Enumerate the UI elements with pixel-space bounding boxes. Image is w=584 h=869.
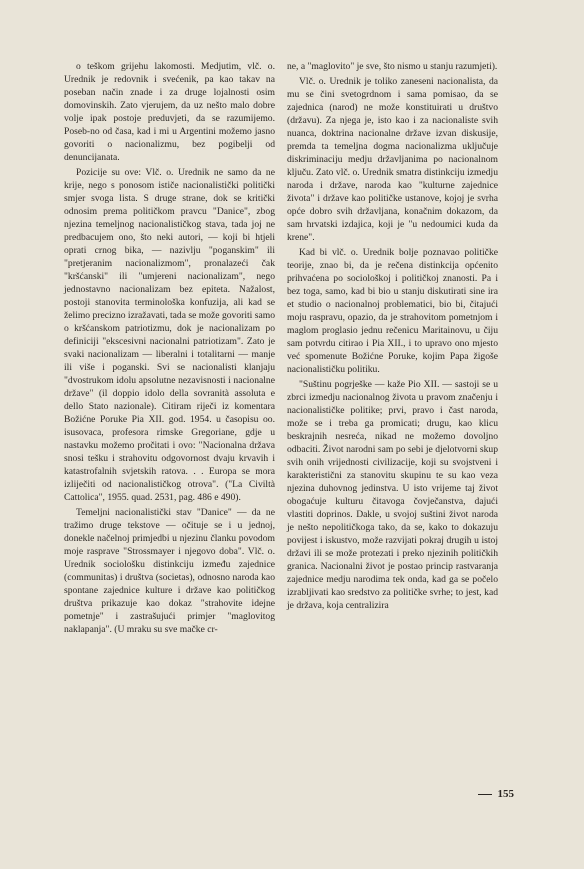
page-number (478, 788, 515, 800)
page-number-text: 155 (497, 788, 514, 800)
paragraph: "Suštinu pogrješke — kaže Pio XII. — sastoji se u zbrci izmedju nacionalnog života u pravom značenju i nacionalističke politike; prvi, pravo i čast naroda, može se i treba ga promicati; drugu, kao klicu beskrajnih nesreća, nikad ne možemo dovoljno odbaciti. Život narodni sam po sebi je djelotvorni skup svih onih vrijednosti civilizacije, koji su svojstveni i karakteristični za stanovitu skupinu te su kao veza njezina duhovnog jedinstva. U isto vrijeme taj život obogaćuje kulturu čitavoga čovječanstva, dajući vlastiti doprinos. Dakle, u svojoj suštini život naroda je nešto nepolitičkoga tako, da se, kako to dokazuju povijest i iskustvo, može razvijati pokraj drugih u istoj državi ili se može protezati i preko njezinih političkih granica. Nacionalni život je postao princip rastvaranja zajednice medju narodima tek onda, kad ga se počelo izrabljivati kao sredstvo za političke svrhe; to jest, kad je država, koja centralizira (287, 379, 498, 611)
right-column (287, 60, 498, 612)
paragraph: o teškom grijehu lakomosti. Medjutim, vlč. o. Urednik je redovnik i svećenik, pa kao takav na poseban način znade i za druge lojalnosti osim domovinskih. Zato vjerujem, da uz nešto malo dobre volje ipak postoje preduvjeti, da se razumijemo. Poseb-no od časa, kad i mi u Argentini možemo jasno govoriti o nacionalizmu, bez pogibelji od denuncijanata. (64, 61, 275, 163)
paragraph: Vlč. o. Urednik je toliko zaneseni nacionalista, da mu se čini svetogrdnom i sama pomisao, da se zajednica (narod) ne može konstituirati u društvo (državu). Za njega je, isto kao i za nacionaliste svih nuanca, doktrina nacionalne države izvan diskusije, premda ta temeljna dogma nacionalizma uključuje diskriminaciju medju državljanima po nacionalnom ključu. Zato vlč. o. Urednik smatra distinkciju izmedju naroda i države, naroda kao "kulturne zajednice života" i države kao političke ustanove, kojoj je svrha opće dobro svih državljana, konačnim dokazom, da sam hrvatski izdajica, koji je "u nedoumici kuda da krene". (287, 76, 498, 243)
paragraph: ne, a "maglovito" je sve, što nismo u stanju razumjeti). (287, 61, 498, 72)
folio-dash (478, 794, 492, 795)
paragraph: Pozicije su ove: Vlč. o. Urednik ne samo da ne krije, nego s ponosom ističe nacionalistički politički smjer svoga lista. S druge strane, dok se kritički odnosim prema političkom pravcu "Danice", zbog njezina temeljnog nacionalističkog stava, tada joj ne predbacujem ono, što neki autori, — koji bi htjeli oprati crnog bika, — nazivlju "poganskim" ili "pretjeranim nacionalizmom", pronalazeći čak "kršćanski" ili "umjereni nacionalizam", nego jednostavno nacionalizam bez epiteta. Nažalost, postoji stanovita terminološka konfuzija, ali kad se želimo precizno izražavati, tada se može govoriti samo o kršćanskom patriotizmu, dok je nacionalizam po definiciji "ekscesivni nacionalni patriotizam". Zato je svaki nacionalizam — liberalni i totalitarni — manje ili više i poganski. Svi se nacionalisti klanjaju "dvostrukom idolu apsolutne nezavisnosti i nacionalne države" (il doppio idolo della sovranità assoluta e dello Stato nazionale). Citiram riječi iz komentara Božićne Poruke Pia XII. god. 1954. u časopisu oo. isusovaca, profesora rimske Gregoriane, gdje u nastavku možemo pročitati i ovo: "Nacionalna država snosi tešku i strahovitu odgovornost dvaju krvavih i katastrofalnih svjetskih ratova. . . Europa se mora izliječiti od nacionalističkog otrova". ("La Civiltà Cattolica", 1955. quad. 2531, pag. 486 e 490). (64, 167, 275, 503)
paragraph: Temeljni nacionalistički stav "Danice" — da ne tražimo druge tekstove — očituje se i u jednoj, donekle načelnoj primjedbi u njezinu članku povodom moje rasprave "Strossmayer i njegovo doba". Vlč. o. Urednik sociološku distinkciju između zajednice (communitas) i društva (societas), odnosno naroda kao spontane zajednice kulture i države kao političkog društva prikazuje kao dokaz "strahovite idejne pometnje" i zastrašujući primjer "maglovitog naklapanja". (U mraku su sve mačke cr- (64, 507, 275, 635)
left-column (64, 60, 275, 636)
paragraph: Kad bi vlč. o. Urednik bolje poznavao političke teorije, znao bi, da je rečena distinkcija općenito prihvaćena po sociološkoj i političkoj znanosti. Pa i bez toga, samo, kad bi bio u stanju diskutirati sine ira et studio o nacionalnoj problematici, bio bi, čitajući moju raspravu, opazio, da je strahovitom pometnjom i maglom proglasio jednu rečenicu Maritainovu, u čiju sam potvrdu citirao i Pia XII., i to upravo ono mjesto već spomenute Božićne Poruke, kojim Papa žigoše nacionalističku politiku. (287, 247, 498, 375)
